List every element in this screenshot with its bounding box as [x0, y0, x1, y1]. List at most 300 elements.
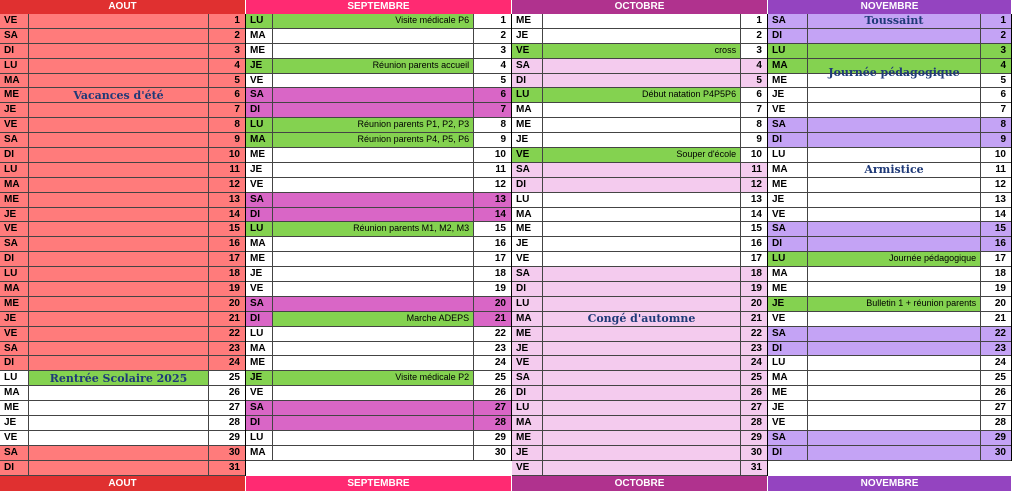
day-row[interactable] [246, 193, 511, 208]
event-cell[interactable] [273, 342, 473, 356]
day-row[interactable] [246, 386, 511, 401]
day-row[interactable] [512, 267, 767, 282]
day-number: 3 [980, 44, 1011, 58]
event-cell[interactable] [273, 44, 473, 58]
event-cell[interactable] [273, 416, 473, 430]
weekday-label: JE [0, 208, 29, 222]
day-row[interactable] [512, 371, 767, 386]
day-row[interactable] [0, 312, 245, 327]
weekday-label: JE [512, 446, 543, 460]
day-row[interactable] [246, 431, 511, 446]
day-row[interactable] [0, 74, 245, 89]
day-number: 21 [208, 312, 245, 326]
day-number: 25 [740, 371, 767, 385]
day-row[interactable] [512, 297, 767, 312]
day-row[interactable] [768, 446, 1011, 461]
day-row[interactable] [768, 431, 1011, 446]
event-cell[interactable] [543, 461, 740, 475]
event-cell[interactable] [808, 386, 980, 400]
day-row[interactable] [246, 312, 511, 327]
day-row[interactable] [512, 163, 767, 178]
day-row[interactable] [768, 371, 1011, 386]
weekday-label: MA [246, 133, 273, 147]
day-row[interactable] [0, 103, 245, 118]
weekday-label: ME [0, 297, 29, 311]
weekday-label: VE [0, 118, 29, 132]
weekday-label: ME [512, 118, 543, 132]
event-cell[interactable] [808, 74, 980, 88]
event-cell[interactable] [29, 327, 208, 341]
event-cell[interactable]: Souper d'école [543, 148, 740, 162]
day-row[interactable] [0, 59, 245, 74]
event-cell[interactable] [29, 386, 208, 400]
day-number: 30 [740, 446, 767, 460]
day-number: 2 [473, 29, 511, 43]
day-row[interactable] [0, 237, 245, 252]
day-row[interactable] [768, 342, 1011, 357]
day-row[interactable] [512, 237, 767, 252]
event-cell[interactable] [29, 267, 208, 281]
event-cell[interactable]: Marche ADEPS [273, 312, 473, 326]
day-row[interactable] [768, 44, 1011, 59]
day-row[interactable] [246, 237, 511, 252]
day-row[interactable] [246, 267, 511, 282]
event-cell[interactable] [29, 178, 208, 192]
day-row[interactable] [0, 297, 245, 312]
event-cell[interactable] [808, 267, 980, 281]
event-cell[interactable] [808, 371, 980, 385]
weekday-label: ME [512, 14, 543, 28]
day-row[interactable] [768, 267, 1011, 282]
day-row[interactable] [512, 327, 767, 342]
day-number: 23 [740, 342, 767, 356]
event-cell[interactable] [29, 237, 208, 251]
day-row[interactable] [768, 193, 1011, 208]
day-row[interactable] [0, 133, 245, 148]
event-cell[interactable] [29, 222, 208, 236]
event-cell[interactable] [273, 446, 473, 460]
event-cell[interactable] [543, 163, 740, 177]
event-cell[interactable] [808, 118, 980, 132]
event-cell[interactable] [273, 237, 473, 251]
day-row[interactable] [512, 208, 767, 223]
day-row[interactable] [512, 133, 767, 148]
day-number: 23 [208, 342, 245, 356]
event-cell[interactable] [29, 74, 208, 88]
day-number: 10 [473, 148, 511, 162]
event-cell[interactable]: Bulletin 1 + réunion parents [808, 297, 980, 311]
day-row[interactable] [246, 29, 511, 44]
day-number: 1 [473, 14, 511, 28]
event-cell[interactable] [29, 446, 208, 460]
day-row[interactable] [0, 14, 245, 29]
day-number: 30 [208, 446, 245, 460]
event-cell[interactable] [29, 59, 208, 73]
event-cell[interactable]: Réunion parents M1, M2, M3 [273, 222, 473, 236]
day-row[interactable] [246, 327, 511, 342]
day-number: 31 [208, 461, 245, 475]
day-row[interactable] [246, 163, 511, 178]
day-row[interactable] [768, 148, 1011, 163]
weekday-label: MA [0, 386, 29, 400]
event-cell[interactable] [808, 416, 980, 430]
event-cell[interactable] [543, 29, 740, 43]
day-row[interactable] [512, 29, 767, 44]
day-number: 10 [208, 148, 245, 162]
event-cell[interactable] [543, 252, 740, 266]
event-cell[interactable] [29, 103, 208, 117]
day-row[interactable] [512, 431, 767, 446]
event-cell[interactable] [808, 88, 980, 102]
event-cell[interactable] [29, 14, 208, 28]
day-row[interactable] [768, 103, 1011, 118]
day-row[interactable] [768, 163, 1011, 178]
weekday-label: SA [512, 59, 543, 73]
event-cell[interactable] [273, 178, 473, 192]
event-cell[interactable]: Réunion parents P4, P5, P6 [273, 133, 473, 147]
event-cell[interactable] [543, 118, 740, 132]
weekday-label: ME [768, 74, 808, 88]
event-cell[interactable] [808, 44, 980, 58]
event-cell[interactable] [29, 431, 208, 445]
event-cell[interactable] [543, 103, 740, 117]
day-row[interactable] [0, 118, 245, 133]
weekday-label: ME [0, 193, 29, 207]
event-cell[interactable]: Réunion parents P1, P2, P3 [273, 118, 473, 132]
day-row[interactable] [768, 252, 1011, 267]
event-cell[interactable] [273, 208, 473, 222]
event-cell[interactable] [29, 401, 208, 415]
day-row[interactable] [246, 208, 511, 223]
day-row[interactable] [0, 416, 245, 431]
day-row[interactable] [512, 401, 767, 416]
event-cell[interactable] [273, 74, 473, 88]
day-row[interactable] [512, 461, 767, 476]
day-row[interactable] [246, 59, 511, 74]
day-row[interactable] [768, 88, 1011, 103]
event-cell[interactable] [808, 222, 980, 236]
day-row[interactable] [768, 118, 1011, 133]
day-row[interactable] [246, 416, 511, 431]
event-cell[interactable] [808, 103, 980, 117]
event-cell[interactable] [29, 416, 208, 430]
event-cell[interactable] [543, 178, 740, 192]
weekday-label: DI [0, 356, 29, 370]
month-column-octobre [512, 0, 768, 491]
day-row[interactable] [246, 297, 511, 312]
event-cell[interactable] [273, 431, 473, 445]
event-cell[interactable] [808, 356, 980, 370]
day-row[interactable] [246, 148, 511, 163]
day-number: 18 [208, 267, 245, 281]
day-row[interactable] [0, 252, 245, 267]
day-row[interactable] [0, 208, 245, 223]
weekday-label: LU [246, 118, 273, 132]
day-row[interactable] [246, 14, 511, 29]
event-cell[interactable] [808, 237, 980, 251]
day-row[interactable] [0, 371, 245, 386]
day-row[interactable] [512, 356, 767, 371]
event-cell[interactable] [543, 416, 740, 430]
event-cell[interactable] [808, 342, 980, 356]
day-row[interactable] [0, 193, 245, 208]
day-row[interactable] [768, 208, 1011, 223]
event-cell[interactable] [273, 282, 473, 296]
weekday-label: ME [768, 282, 808, 296]
event-cell[interactable] [29, 88, 208, 102]
event-cell[interactable] [543, 297, 740, 311]
event-cell[interactable] [543, 342, 740, 356]
day-row[interactable] [246, 252, 511, 267]
day-row[interactable] [0, 342, 245, 357]
day-row[interactable] [246, 446, 511, 461]
event-cell[interactable] [808, 312, 980, 326]
day-row[interactable] [246, 342, 511, 357]
day-row[interactable] [512, 416, 767, 431]
day-row[interactable] [0, 386, 245, 401]
event-cell[interactable] [273, 163, 473, 177]
day-number: 11 [473, 163, 511, 177]
day-row[interactable] [0, 401, 245, 416]
day-row[interactable] [512, 14, 767, 29]
event-cell[interactable] [543, 431, 740, 445]
day-row[interactable] [246, 356, 511, 371]
event-cell[interactable] [808, 431, 980, 445]
day-row[interactable] [512, 148, 767, 163]
day-row[interactable] [0, 44, 245, 59]
event-cell[interactable] [808, 208, 980, 222]
event-cell[interactable] [29, 297, 208, 311]
day-row[interactable] [246, 118, 511, 133]
day-row[interactable] [768, 59, 1011, 74]
weekday-label: SA [246, 401, 273, 415]
day-row[interactable] [768, 386, 1011, 401]
day-row[interactable] [246, 222, 511, 237]
event-cell[interactable] [273, 327, 473, 341]
day-row[interactable] [768, 237, 1011, 252]
event-cell[interactable] [29, 133, 208, 147]
weekday-label: ME [246, 356, 273, 370]
event-cell[interactable] [808, 282, 980, 296]
event-cell[interactable] [273, 267, 473, 281]
day-row[interactable] [246, 282, 511, 297]
day-row[interactable] [0, 267, 245, 282]
day-row[interactable] [512, 88, 767, 103]
day-row[interactable] [512, 386, 767, 401]
event-cell[interactable] [29, 461, 208, 475]
weekday-label: LU [246, 222, 273, 236]
event-cell[interactable] [29, 148, 208, 162]
day-row[interactable] [512, 103, 767, 118]
day-row[interactable] [768, 222, 1011, 237]
event-cell[interactable] [543, 74, 740, 88]
day-row[interactable] [0, 148, 245, 163]
event-cell[interactable] [543, 356, 740, 370]
event-cell[interactable] [543, 59, 740, 73]
day-row[interactable] [768, 74, 1011, 89]
event-cell[interactable] [29, 193, 208, 207]
event-cell[interactable] [29, 252, 208, 266]
weekday-label: VE [512, 148, 543, 162]
day-row[interactable] [0, 446, 245, 461]
day-row[interactable] [512, 178, 767, 193]
day-row[interactable] [512, 193, 767, 208]
day-row[interactable] [768, 297, 1011, 312]
event-cell[interactable] [808, 59, 980, 73]
event-cell[interactable] [808, 178, 980, 192]
day-row[interactable] [768, 312, 1011, 327]
day-row[interactable] [768, 327, 1011, 342]
day-row[interactable] [0, 327, 245, 342]
event-cell[interactable] [808, 14, 980, 28]
day-number: 9 [740, 133, 767, 147]
event-cell[interactable] [808, 446, 980, 460]
event-cell[interactable] [543, 237, 740, 251]
day-row[interactable] [768, 178, 1011, 193]
day-number: 9 [980, 133, 1011, 147]
event-cell[interactable] [273, 297, 473, 311]
day-row[interactable] [0, 178, 245, 193]
day-row[interactable] [512, 74, 767, 89]
day-row[interactable] [768, 401, 1011, 416]
day-row[interactable] [768, 356, 1011, 371]
event-cell[interactable] [273, 386, 473, 400]
event-cell[interactable] [29, 118, 208, 132]
event-cell[interactable]: Début natation P4P5P6 [543, 88, 740, 102]
weekday-label: VE [246, 178, 273, 192]
event-cell[interactable] [29, 163, 208, 177]
day-row[interactable] [0, 88, 245, 103]
event-cell[interactable]: Visite médicale P2 [273, 371, 473, 385]
day-row[interactable] [0, 431, 245, 446]
event-cell[interactable]: Visite médicale P6 [273, 14, 473, 28]
event-cell[interactable] [543, 312, 740, 326]
day-row[interactable] [512, 222, 767, 237]
weekday-label: VE [768, 103, 808, 117]
day-row[interactable] [512, 342, 767, 357]
event-cell[interactable] [273, 103, 473, 117]
weekday-label: VE [246, 282, 273, 296]
event-cell[interactable] [29, 44, 208, 58]
event-cell[interactable] [543, 133, 740, 147]
event-cell[interactable] [273, 356, 473, 370]
weekday-label: VE [0, 327, 29, 341]
event-cell[interactable] [808, 401, 980, 415]
day-row[interactable] [768, 14, 1011, 29]
event-cell[interactable] [543, 208, 740, 222]
event-cell[interactable] [543, 14, 740, 28]
event-cell[interactable] [543, 193, 740, 207]
weekday-label: SA [512, 163, 543, 177]
day-number: 3 [473, 44, 511, 58]
day-row[interactable] [768, 282, 1011, 297]
weekday-label: DI [0, 252, 29, 266]
event-cell[interactable] [29, 282, 208, 296]
day-number: 4 [473, 59, 511, 73]
weekday-label: DI [768, 237, 808, 251]
day-number: 26 [980, 386, 1011, 400]
day-number: 18 [473, 267, 511, 281]
weekday-label: JE [512, 237, 543, 251]
event-cell[interactable] [29, 371, 208, 385]
event-cell[interactable] [808, 163, 980, 177]
day-row[interactable] [512, 282, 767, 297]
event-cell[interactable] [543, 327, 740, 341]
event-cell[interactable] [808, 29, 980, 43]
event-cell[interactable] [808, 148, 980, 162]
event-cell[interactable] [273, 401, 473, 415]
event-cell[interactable] [543, 267, 740, 281]
weekday-label: DI [512, 178, 543, 192]
event-cell[interactable] [29, 342, 208, 356]
event-cell[interactable] [808, 193, 980, 207]
weekday-label: SA [246, 297, 273, 311]
day-row[interactable] [246, 133, 511, 148]
day-row[interactable] [246, 88, 511, 103]
day-row[interactable] [512, 446, 767, 461]
event-cell[interactable]: Journée pédagogique [808, 252, 980, 266]
day-row[interactable] [0, 282, 245, 297]
day-row[interactable] [512, 252, 767, 267]
day-row[interactable] [0, 222, 245, 237]
event-cell[interactable] [543, 371, 740, 385]
event-cell[interactable] [29, 312, 208, 326]
event-cell[interactable]: Réunion parents accueil [273, 59, 473, 73]
day-number: 11 [980, 163, 1011, 177]
weekday-label: ME [512, 327, 543, 341]
day-row[interactable] [246, 178, 511, 193]
day-row[interactable] [246, 74, 511, 89]
event-cell[interactable] [273, 148, 473, 162]
event-cell[interactable] [273, 252, 473, 266]
event-cell[interactable] [543, 222, 740, 236]
day-row[interactable] [0, 29, 245, 44]
day-row[interactable] [768, 29, 1011, 44]
day-row[interactable] [246, 103, 511, 118]
event-cell[interactable] [808, 327, 980, 341]
event-cell[interactable] [543, 386, 740, 400]
day-row[interactable] [246, 401, 511, 416]
event-cell[interactable] [273, 29, 473, 43]
event-cell[interactable] [29, 29, 208, 43]
day-row[interactable] [0, 461, 245, 476]
event-cell[interactable] [29, 356, 208, 370]
day-row[interactable] [512, 44, 767, 59]
day-row[interactable] [0, 163, 245, 178]
weekday-label: JE [246, 267, 273, 281]
day-row[interactable] [246, 371, 511, 386]
event-cell[interactable] [808, 133, 980, 147]
event-cell[interactable]: cross [543, 44, 740, 58]
day-row[interactable] [246, 44, 511, 59]
day-row[interactable] [512, 59, 767, 74]
day-row[interactable] [0, 356, 245, 371]
weekday-label: JE [768, 401, 808, 415]
day-row[interactable] [512, 312, 767, 327]
event-cell[interactable] [273, 193, 473, 207]
day-row[interactable] [512, 118, 767, 133]
day-number: 20 [473, 297, 511, 311]
weekday-label: VE [512, 44, 543, 58]
event-cell[interactable] [543, 282, 740, 296]
day-number: 24 [208, 356, 245, 370]
event-cell[interactable] [273, 88, 473, 102]
event-cell[interactable] [543, 401, 740, 415]
event-cell[interactable] [543, 446, 740, 460]
event-cell[interactable] [29, 208, 208, 222]
day-row[interactable] [768, 133, 1011, 148]
day-row[interactable] [768, 416, 1011, 431]
